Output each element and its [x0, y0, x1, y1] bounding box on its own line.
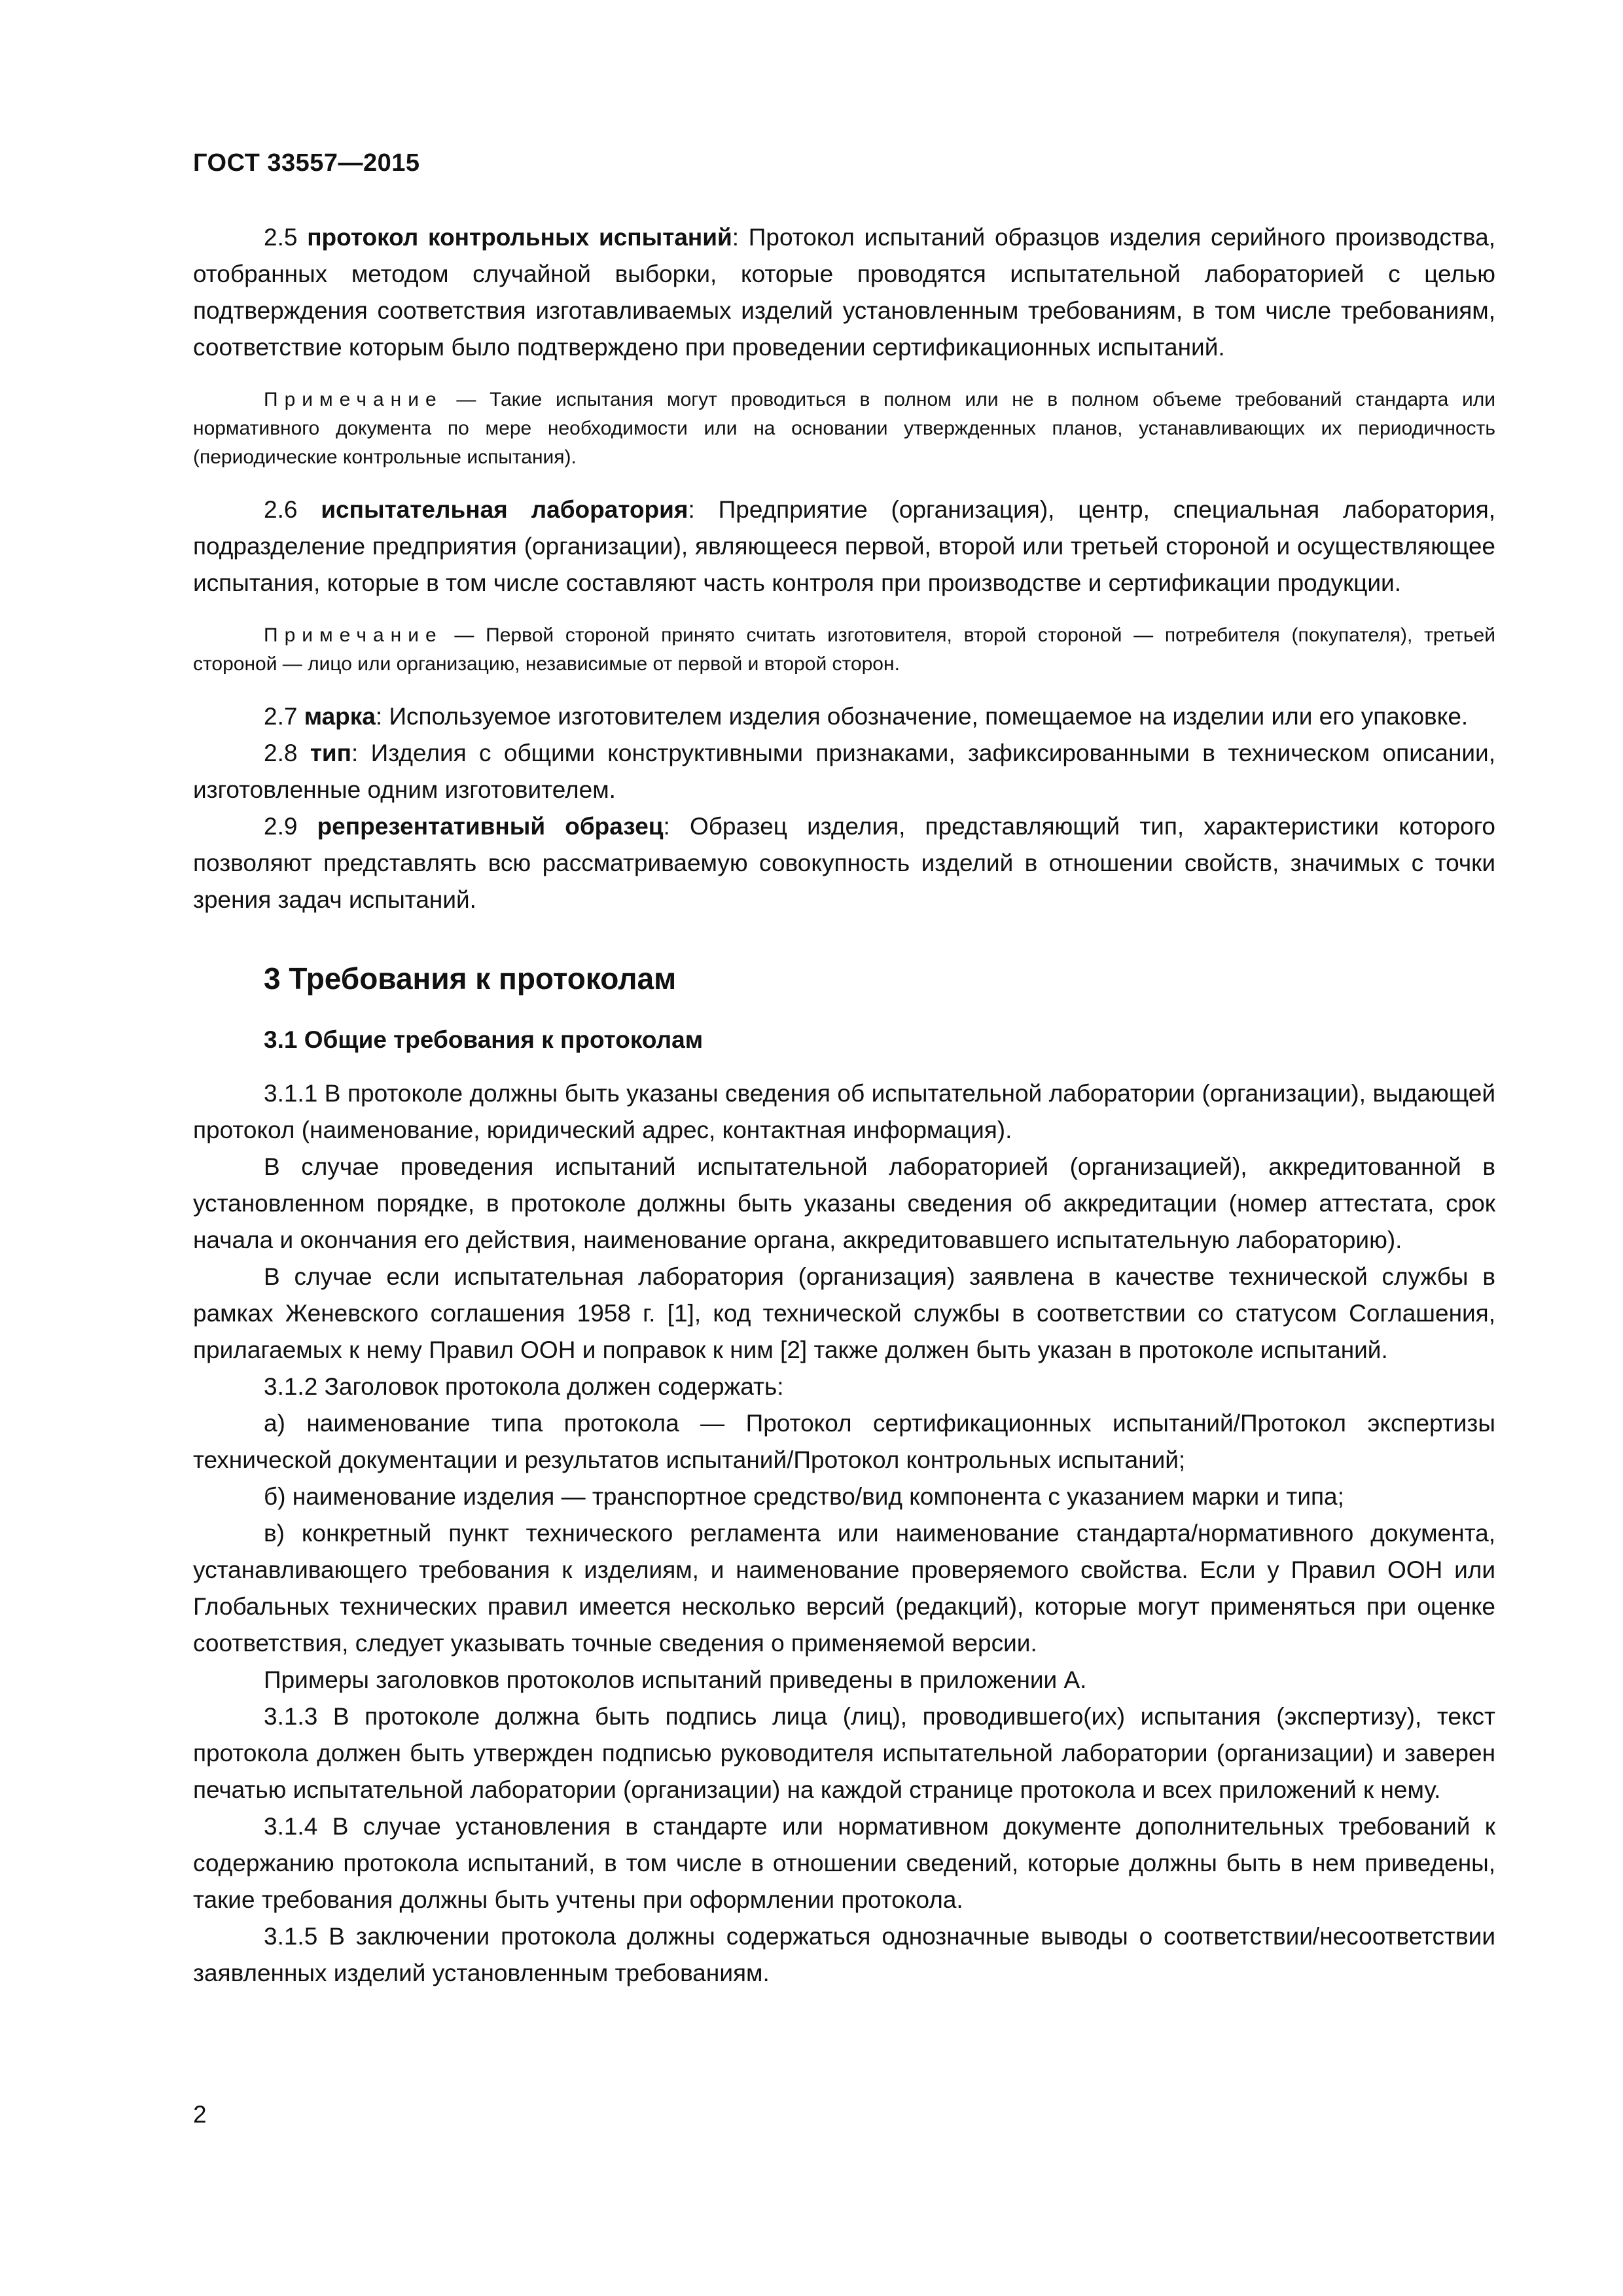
paragraph-3-1-4: 3.1.4 В случае установления в стандарте или нормативном документе дополнительных требований к содержанию протокола испытаний, в том числе в отношении сведений, которые должны быть в нем приведены, такие требования должны быть учтены при оформлении протокола. [193, 1813, 1495, 1913]
note-text: — Такие испытания могут проводиться в полном или не в полном объеме требований стандарта или нормативного документа по мере необходимости или на основании утвержденных планов, устанавливающих их периодичность (периодические контрольные испытания). [193, 389, 1495, 468]
document-code-header: ГОСТ 33557—2015 [193, 149, 420, 177]
definition-2-6 [193, 492, 1495, 601]
definition-term: испытательная лаборатория [321, 496, 688, 523]
definition-term: репрезентативный образец [317, 813, 664, 840]
paragraph-3-1-2: 3.1.2 Заголовок протокола должен содержать: [264, 1373, 784, 1400]
definition-number: 2.5 [264, 224, 308, 251]
definition-text: : Изделия с общими конструктивными признаками, зафиксированными в техническом описании, изготовленные одним изготовителем. [193, 740, 1495, 803]
note-label: Примечание [264, 389, 443, 410]
page-number: 2 [193, 2101, 207, 2128]
definition-2-8 [193, 735, 1495, 808]
paragraph-examples-reference: Примеры заголовков протоколов испытаний приведены в приложении А. [264, 1666, 1087, 1693]
list-item-b: б) наименование изделия — транспортное средство/вид компонента с указанием марки и типа; [264, 1483, 1344, 1510]
definition-text: : Образец изделия, представляющий тип, характеристики которого позволяют представлять всю рассматриваемую совокупность изделий в отношении свойств, значимых с точки зрения задач испытаний. [193, 813, 1496, 913]
paragraph-3-1-1-accreditation: В случае проведения испытаний испытательной лабораторией (организацией), аккредитованной в установленном порядке, в протоколе должны быть указаны сведения об аккредитации (номер аттестата, срок начала и окончания его действия, наименование органа, аккредитовавшего испытательную лабораторию). [193, 1153, 1495, 1253]
note-text: — Первой стороной принято считать изготовителя, второй стороной — потребителя (покупателя), третьей стороной — лицо или организацию, независимые от первой и второй сторон. [193, 624, 1495, 675]
definition-term: протокол контрольных испытаний [307, 224, 732, 251]
definition-number: 2.8 [264, 740, 310, 766]
definition-2-7 [193, 698, 1495, 735]
section-3-title: 3 Требования к протоколам [264, 961, 677, 996]
definition-text: : Используемое изготовителем изделия обозначение, помещаемое на изделии или его упаковке. [375, 703, 1469, 730]
subsection-3-1-title: 3.1 Общие требования к протоколам [264, 1026, 704, 1053]
definition-number: 2.9 [264, 813, 317, 840]
note-label: Примечание [264, 624, 443, 646]
paragraph-3-1-5: 3.1.5 В заключении протокола должны содержаться однозначные выводы о соответствии/несоответствии заявленных изделий установленным требованиям. [193, 1923, 1495, 1986]
list-item-a: а) наименование типа протокола — Протокол сертификационных испытаний/Протокол экспертизы технической документации и результатов испытаний/Протокол контрольных испытаний; [193, 1410, 1495, 1473]
paragraph-3-1-1-technical-service: В случае если испытательная лаборатория (организация) заявлена в качестве технической службы в рамках Женевского соглашения 1958 г. [1], код технической службы в соответствии со статусом Соглашения, прилагаемых к нему Правил ООН и поправок к ним [2] также должен быть указан в протоколе испытаний. [193, 1263, 1495, 1363]
definition-text: : Предприятие (организация), центр, специальная лаборатория, подразделение предприятия (организации), являющееся первой, второй или третьей стороной и осуществляющее испытания, которые в том числе составляют часть контроля при производстве и сертификации продукции. [193, 496, 1496, 596]
definition-number: 2.7 [264, 703, 304, 730]
definition-text: : Протокол испытаний образцов изделия серийного производства, отобранных методом случайной выборки, которые проводятся испытательной лабораторией с целью подтверждения соответствия изготавливаемых изделий установленным требованиям, в том числе требованиям, соответствие которым было подтверждено при проведении сертификационных испытаний. [193, 224, 1495, 361]
definition-term: тип [310, 740, 352, 766]
list-item-v: в) конкретный пункт технического регламента или наименование стандарта/нормативного документа, устанавливающего требования к изделиям, и наименование проверяемого свойства. Если у Правил ООН или Глобальных технических правил имеется несколько версий (редакций), которые могут применяться при оценке соответствия, следует указывать точные сведения о применяемой версии. [193, 1520, 1495, 1657]
definition-number: 2.6 [264, 496, 321, 523]
note-2-5 [193, 386, 1495, 472]
note-2-6 [193, 621, 1495, 679]
paragraph-3-1-1: 3.1.1 В протоколе должны быть указаны сведения об испытательной лаборатории (организации), выдающей протокол (наименование, юридический адрес, контактная информация). [193, 1080, 1495, 1143]
paragraph-3-1-3: 3.1.3 В протоколе должна быть подпись лица (лиц), проводившего(их) испытания (экспертизу), текст протокола должен быть утвержден подписью руководителя испытательной лаборатории (организации) и заверен печатью испытательной лаборатории (организации) на каждой странице протокола и всех приложений к нему. [193, 1703, 1495, 1803]
definition-2-9 [193, 808, 1495, 918]
page-content [193, 219, 1495, 1992]
definition-2-5 [193, 219, 1495, 366]
definition-term: марка [304, 703, 376, 730]
